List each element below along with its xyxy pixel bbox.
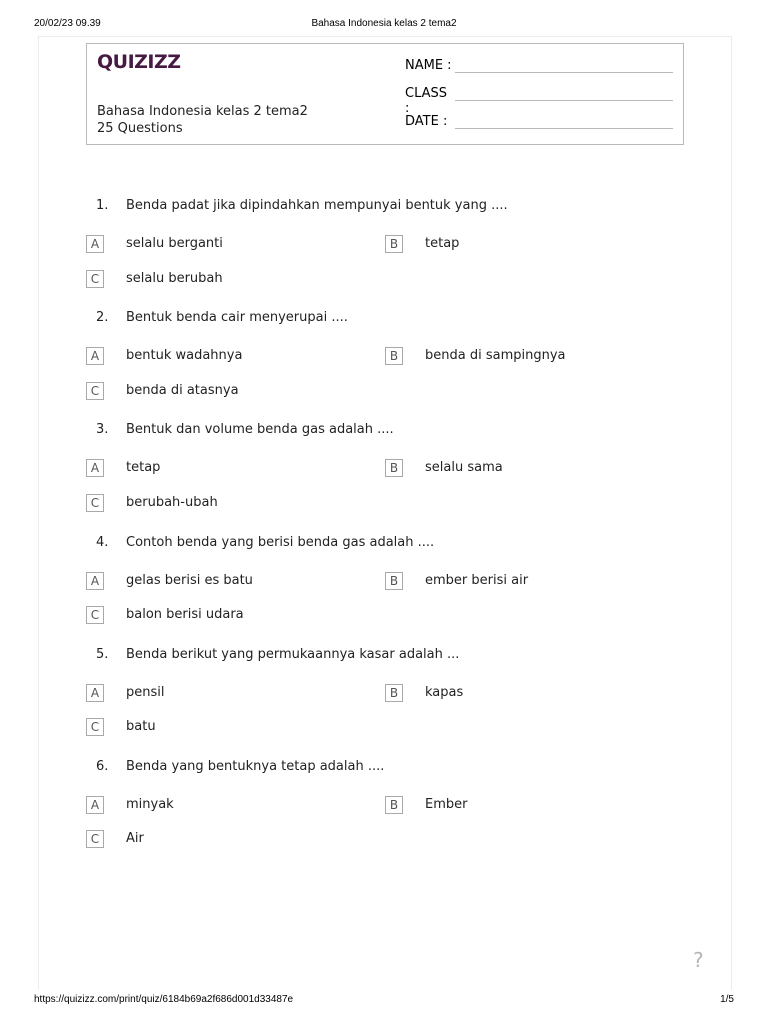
option-text: bentuk wadahnya bbox=[126, 348, 243, 363]
print-footer bbox=[0, 990, 768, 1010]
question-number: 6. bbox=[96, 759, 109, 774]
date-field bbox=[405, 114, 455, 132]
question-text: Benda yang bentuknya tetap adalah .... bbox=[126, 759, 385, 774]
option-letter: A bbox=[86, 796, 104, 814]
option-text: pensil bbox=[126, 685, 165, 700]
question-number: 4. bbox=[96, 535, 109, 550]
option-letter: A bbox=[86, 347, 104, 365]
option-text: berubah-ubah bbox=[126, 495, 218, 510]
name-field bbox=[405, 58, 455, 76]
option-letter: B bbox=[385, 235, 403, 253]
option-letter: C bbox=[86, 830, 104, 848]
option-letter: B bbox=[385, 572, 403, 590]
option-letter: A bbox=[86, 572, 104, 590]
quizizz-logo: QUIZIZZ bbox=[97, 51, 181, 73]
class-line bbox=[455, 100, 673, 101]
class-label: CLASS : bbox=[405, 86, 448, 116]
option-text: ember berisi air bbox=[425, 573, 529, 588]
option-letter: C bbox=[86, 718, 104, 736]
option-letter: B bbox=[385, 347, 403, 365]
option-letter: B bbox=[385, 459, 403, 477]
question-text: Benda berikut yang permukaannya kasar adalah ... bbox=[126, 647, 460, 662]
print-datetime: 20/02/23 09.39 bbox=[34, 18, 101, 29]
name-line bbox=[455, 72, 673, 73]
option-letter: C bbox=[86, 270, 104, 288]
question-text: Bentuk benda cair menyerupai .... bbox=[126, 310, 348, 325]
date-label: DATE : bbox=[405, 114, 448, 129]
quiz-title: Bahasa Indonesia kelas 2 tema2 bbox=[97, 104, 308, 119]
option-text: batu bbox=[126, 719, 156, 734]
option-letter: A bbox=[86, 684, 104, 702]
option-text: balon berisi udara bbox=[126, 607, 244, 622]
option-letter: A bbox=[86, 459, 104, 477]
question-number: 1. bbox=[96, 198, 109, 213]
print-header bbox=[0, 0, 768, 40]
option-text: tetap bbox=[425, 236, 460, 251]
option-letter: B bbox=[385, 684, 403, 702]
question-text: Benda padat jika dipindahkan mempunyai bentuk yang .... bbox=[126, 198, 508, 213]
option-text: selalu sama bbox=[425, 460, 503, 475]
question-number: 5. bbox=[96, 647, 109, 662]
option-text: selalu berganti bbox=[126, 236, 223, 251]
question-number: 3. bbox=[96, 422, 109, 437]
question-number: 2. bbox=[96, 310, 109, 325]
page-number: 1/5 bbox=[720, 994, 734, 1005]
option-letter: B bbox=[385, 796, 403, 814]
question-count: 25 Questions bbox=[97, 121, 183, 136]
option-text: benda di atasnya bbox=[126, 383, 239, 398]
option-letter: C bbox=[86, 494, 104, 512]
option-text: minyak bbox=[126, 797, 174, 812]
class-field bbox=[405, 86, 455, 116]
option-letter: C bbox=[86, 606, 104, 624]
help-icon[interactable]: ? bbox=[693, 948, 704, 972]
option-text: kapas bbox=[425, 685, 464, 700]
option-text: tetap bbox=[126, 460, 161, 475]
worksheet-header bbox=[86, 43, 684, 145]
option-text: selalu berubah bbox=[126, 271, 223, 286]
worksheet-page bbox=[38, 36, 732, 990]
option-letter: A bbox=[86, 235, 104, 253]
question-text: Contoh benda yang berisi benda gas adalah .... bbox=[126, 535, 435, 550]
option-text: gelas berisi es batu bbox=[126, 573, 253, 588]
option-text: Ember bbox=[425, 797, 468, 812]
option-text: Air bbox=[126, 831, 144, 846]
date-line bbox=[455, 128, 673, 129]
name-label: NAME : bbox=[405, 58, 452, 73]
option-text: benda di sampingnya bbox=[425, 348, 566, 363]
print-url: https://quizizz.com/print/quiz/6184b69a2f686d001d33487e bbox=[34, 994, 294, 1005]
print-title: Bahasa Indonesia kelas 2 tema2 bbox=[311, 18, 457, 29]
option-letter: C bbox=[86, 382, 104, 400]
question-text: Bentuk dan volume benda gas adalah .... bbox=[126, 422, 394, 437]
